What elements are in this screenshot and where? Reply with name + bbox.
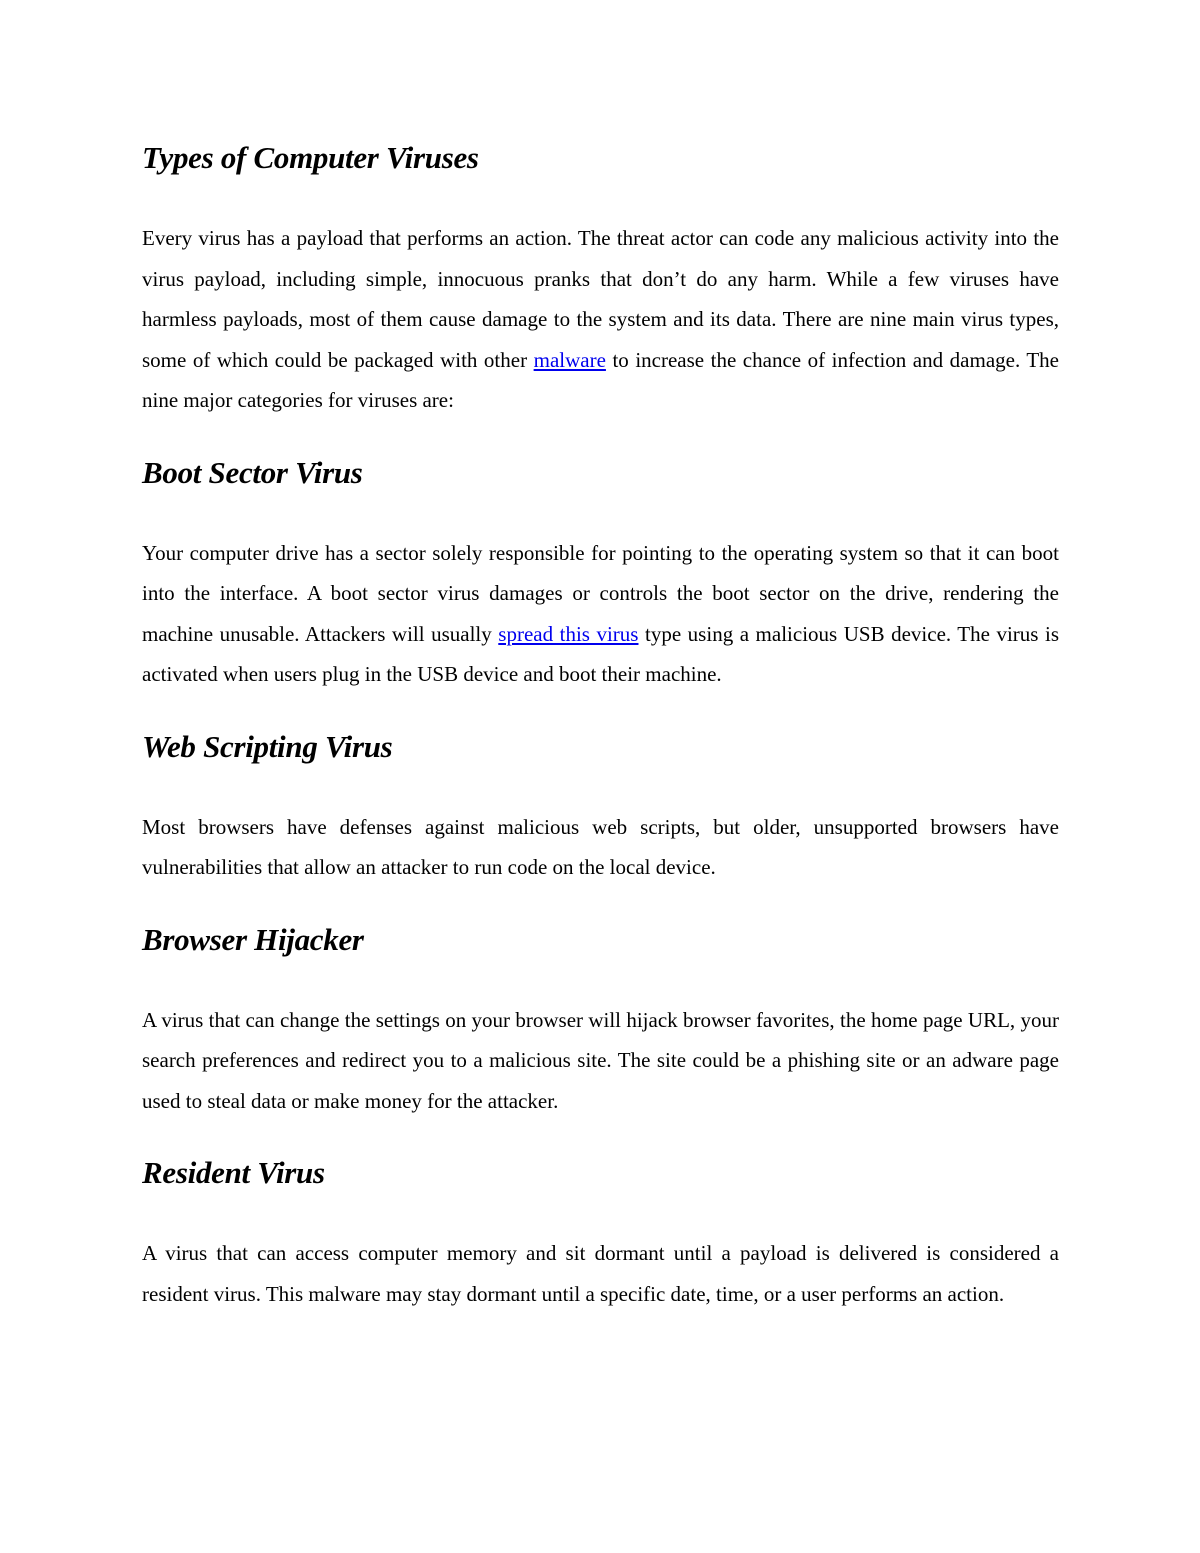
malware-link[interactable]: malware (533, 347, 606, 372)
paragraph-text: type using a malicious USB device. The virus is activated when users plug in the USB device and boot their machine. (142, 621, 1059, 686)
paragraph-browser-hijacker: A virus that can change the settings on your browser will hijack browser favorites, the home page URL, your search preferences and redirect you to a malicious site. The site could be a phishing site or an adware page used to steal data or make money for the attacker. (142, 1007, 1059, 1113)
paragraph-text: to increase the chance of infection and damage. The nine major categories for viruses are: (142, 347, 1060, 412)
paragraph-text: Your computer drive has a sector solely responsible for pointing to the operating system so that it can boot into the interface. A boot sector virus damages or controls the boot sector on the drive, rendering the machine unusable. Attackers will usually (142, 540, 1059, 646)
paragraph-boot-sector (142, 533, 1059, 695)
heading-types-of-computer-viruses: Types of Computer Viruses (142, 140, 479, 175)
heading-browser-hijacker: Browser Hijacker (142, 921, 364, 957)
heading-resident-virus: Resident Virus (142, 1155, 325, 1190)
paragraph-text: Every virus has a payload that performs an action. The threat actor can code any malicious activity into the virus payload, including simple, innocuous pranks that don’t do any harm. While a few viruses have harmless payloads, most of them cause damage to the system and its data. There are nine main virus types, some of which could be packaged with other (142, 226, 1059, 372)
heading-boot-sector-virus: Boot Sector Virus (142, 454, 363, 490)
paragraph-web-scripting: Most browsers have defenses against malicious web scripts, but older, unsupported browsers have vulnerabilities that allow an attacker to run code on the local device. (142, 814, 1059, 879)
spread-this-virus-link[interactable]: spread this virus (498, 621, 639, 646)
paragraph-types-intro (142, 218, 1059, 421)
document-page (142, 138, 1059, 1314)
heading-web-scripting-virus: Web Scripting Virus (142, 728, 393, 764)
paragraph-resident-virus: A virus that can access computer memory and sit dormant until a payload is delivered is considered a resident virus. This malware may stay dormant until a specific date, time, or a user performs an action. (142, 1241, 1059, 1306)
